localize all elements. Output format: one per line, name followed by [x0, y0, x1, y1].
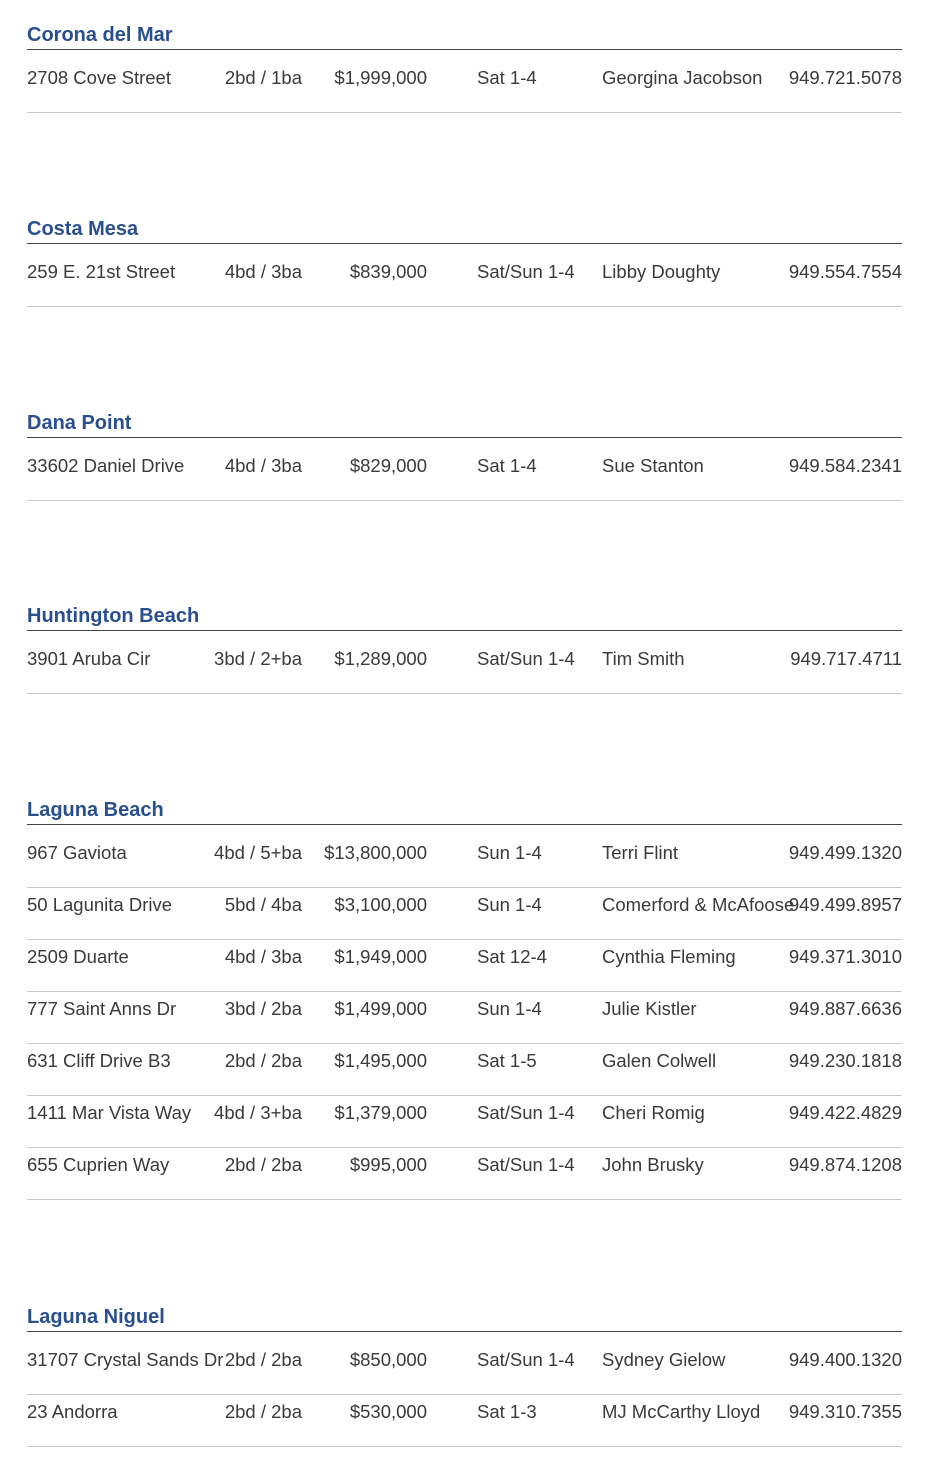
listing-open-house: Sat 1-4 — [477, 455, 537, 476]
listing-address: 33602 Daniel Drive — [27, 455, 185, 476]
listing-open-house: Sat 1-4 — [477, 67, 537, 88]
listing-price: $1,499,000 — [334, 998, 427, 1019]
listing-price: $839,000 — [349, 261, 427, 282]
listing-phone: 949.310.7355 — [788, 1401, 902, 1422]
listing-agent: Galen Colwell — [602, 1050, 717, 1071]
listing-beds-baths: 4bd / 3+ba — [214, 1102, 302, 1123]
listing-address: 2708 Cove Street — [27, 67, 171, 88]
listing-agent: Sydney Gielow — [602, 1349, 726, 1370]
listing-open-house: Sun 1-4 — [477, 998, 542, 1019]
listing-list — [27, 67, 902, 119]
section-huntington-beach — [27, 606, 902, 700]
listing-address: 777 Saint Anns Dr — [27, 998, 177, 1019]
listing-open-house: Sat/Sun 1-4 — [477, 1349, 575, 1370]
listing-phone: 949.887.6636 — [788, 998, 902, 1019]
listing-phone: 949.717.4711 — [790, 648, 902, 669]
listing-open-house: Sat/Sun 1-4 — [477, 261, 575, 282]
listing-price: $1,379,000 — [334, 1102, 427, 1123]
listing-row — [27, 842, 902, 894]
listing-row — [27, 455, 902, 507]
listing-price: $13,800,000 — [324, 842, 427, 863]
listing-beds-baths: 2bd / 2ba — [224, 1050, 302, 1071]
city-heading: Costa Mesa — [27, 219, 902, 244]
listing-agent: Comerford & McAfoose — [602, 894, 795, 915]
listing-beds-baths: 2bd / 2ba — [224, 1154, 302, 1175]
listing-row — [27, 1349, 902, 1401]
listing-open-house: Sat 1-5 — [477, 1050, 537, 1071]
listing-agent: Libby Doughty — [602, 261, 721, 282]
listing-agent: Georgina Jacobson — [602, 67, 763, 88]
listing-address: 1411 Mar Vista Way — [27, 1102, 192, 1123]
listing-address: 259 E. 21st Street — [27, 261, 176, 282]
listing-price: $530,000 — [349, 1401, 427, 1422]
section-laguna-beach — [27, 800, 902, 1206]
listing-beds-baths: 2bd / 2ba — [224, 1349, 302, 1370]
listing-address: 31707 Crystal Sands Dr — [27, 1349, 224, 1370]
listing-price: $1,289,000 — [334, 648, 427, 669]
listing-agent: Tim Smith — [602, 648, 685, 669]
listing-agent: Terri Flint — [602, 842, 679, 863]
listing-phone: 949.554.7554 — [788, 261, 902, 282]
listing-row — [27, 261, 902, 313]
listing-phone: 949.400.1320 — [788, 1349, 902, 1370]
listing-price: $829,000 — [349, 455, 427, 476]
listing-open-house: Sat/Sun 1-4 — [477, 1102, 575, 1123]
listing-row — [27, 1154, 902, 1206]
listing-open-house: Sun 1-4 — [477, 842, 542, 863]
listing-phone: 949.584.2341 — [788, 455, 902, 476]
city-heading: Laguna Niguel — [27, 1307, 902, 1332]
listing-row — [27, 1401, 902, 1453]
listing-phone: 949.874.1208 — [788, 1154, 902, 1175]
listing-row — [27, 998, 902, 1050]
listing-row — [27, 894, 902, 946]
listing-beds-baths: 2bd / 1ba — [224, 67, 302, 88]
listing-beds-baths: 3bd / 2ba — [224, 998, 302, 1019]
section-dana-point — [27, 413, 902, 507]
listing-price: $1,999,000 — [334, 67, 427, 88]
listing-agent: John Brusky — [602, 1154, 704, 1175]
listing-list — [27, 1349, 902, 1453]
listing-address: 655 Cuprien Way — [27, 1154, 170, 1175]
section-laguna-niguel — [27, 1307, 902, 1453]
listing-agent: Sue Stanton — [602, 455, 704, 476]
listing-agent: Cheri Romig — [602, 1102, 705, 1123]
listing-phone: 949.499.8957 — [788, 894, 902, 915]
listing-list — [27, 261, 902, 313]
listing-list — [27, 455, 902, 507]
listing-beds-baths: 5bd / 4ba — [224, 894, 302, 915]
listing-beds-baths: 4bd / 3ba — [224, 455, 302, 476]
listing-price: $1,949,000 — [334, 946, 427, 967]
listing-beds-baths: 3bd / 2+ba — [214, 648, 302, 669]
listing-row — [27, 648, 902, 700]
city-heading: Corona del Mar — [27, 25, 902, 50]
listing-phone: 949.721.5078 — [788, 67, 902, 88]
listing-list — [27, 842, 902, 1206]
listing-beds-baths: 4bd / 3ba — [224, 261, 302, 282]
listing-open-house: Sat/Sun 1-4 — [477, 648, 575, 669]
listing-price: $850,000 — [349, 1349, 427, 1370]
listing-beds-baths: 2bd / 2ba — [224, 1401, 302, 1422]
listing-agent: MJ McCarthy Lloyd — [602, 1401, 761, 1422]
section-corona-del-mar — [27, 25, 902, 119]
listing-agent: Cynthia Fleming — [602, 946, 736, 967]
city-heading: Laguna Beach — [27, 800, 902, 825]
listing-open-house: Sat 1-3 — [477, 1401, 537, 1422]
city-heading: Dana Point — [27, 413, 902, 438]
listing-row — [27, 1050, 902, 1102]
listing-row — [27, 946, 902, 998]
listing-phone: 949.499.1320 — [788, 842, 902, 863]
section-costa-mesa — [27, 219, 902, 313]
listing-row — [27, 67, 902, 119]
listing-beds-baths: 4bd / 3ba — [224, 946, 302, 967]
listing-address: 50 Lagunita Drive — [27, 894, 173, 915]
listing-phone: 949.371.3010 — [788, 946, 902, 967]
listing-open-house: Sat 12-4 — [477, 946, 547, 967]
listing-price: $1,495,000 — [334, 1050, 427, 1071]
city-heading: Huntington Beach — [27, 606, 902, 631]
listing-beds-baths: 4bd / 5+ba — [214, 842, 302, 863]
listing-row — [27, 1102, 902, 1154]
listing-address: 631 Cliff Drive B3 — [27, 1050, 171, 1071]
listing-open-house: Sat/Sun 1-4 — [477, 1154, 575, 1175]
listing-address: 2509 Duarte — [27, 946, 129, 967]
listing-address: 23 Andorra — [27, 1401, 118, 1422]
listing-address: 967 Gaviota — [27, 842, 127, 863]
listing-address: 3901 Aruba Cir — [27, 648, 151, 669]
listing-price: $995,000 — [349, 1154, 427, 1175]
listing-agent: Julie Kistler — [602, 998, 697, 1019]
listing-price: $3,100,000 — [334, 894, 427, 915]
listing-open-house: Sun 1-4 — [477, 894, 542, 915]
listing-list — [27, 648, 902, 700]
listing-phone: 949.230.1818 — [788, 1050, 902, 1071]
listing-phone: 949.422.4829 — [788, 1102, 902, 1123]
